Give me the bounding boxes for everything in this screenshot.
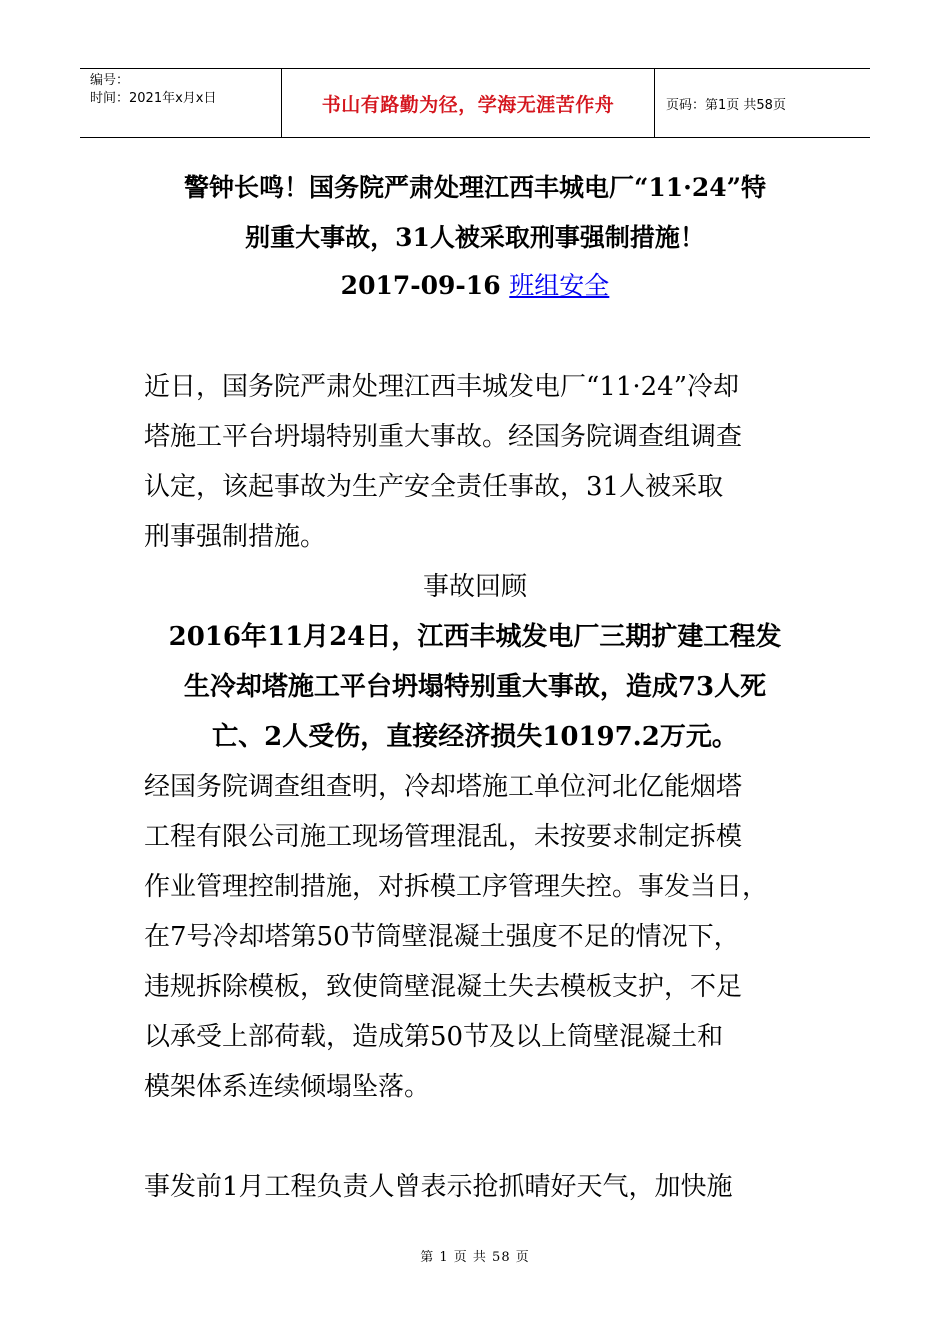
header-motto: 书山有路勤为径，学海无涯苦作舟	[282, 69, 655, 137]
paragraph-1-line: 近日，国务院严肃处理江西丰城发电厂“11·24”冷却	[144, 372, 740, 402]
header-page-info: 页码：第1页 共58页	[666, 97, 786, 113]
paragraph-1-line: 塔施工平台坍塌特别重大事故。经国务院调查组调查	[144, 422, 743, 452]
header-meta-cell	[80, 69, 282, 137]
paragraph-3-line: 工程有限公司施工现场管理混乱，未按要求制定拆模	[144, 822, 743, 852]
paragraph-3-line: 经国务院调查组查明，冷却塔施工单位河北亿能烟塔	[144, 772, 743, 802]
paragraph-1-line: 认定，该起事故为生产安全责任事故，31人被采取	[144, 472, 724, 502]
source-link[interactable]: 班组安全	[509, 271, 610, 300]
paragraph-2-line: 生冷却塔施工平台坍塌特别重大事故，造成73人死	[183, 672, 767, 702]
paragraph-3-line: 违规拆除模板，致使筒壁混凝土失去模板支护，不足	[144, 972, 743, 1002]
page-footer: 第 1 页 共 58 页	[420, 1250, 530, 1265]
paragraph-2-line: 亡、2人受伤，直接经济损失10197.2万元。	[212, 722, 738, 752]
document-number-label: 编号：	[90, 73, 130, 88]
paragraph-1-line: 刑事强制措施。	[144, 522, 327, 552]
document-time-label: 时间：2021年x月x日	[90, 91, 217, 106]
section-title: 事故回顾	[422, 572, 527, 602]
title-line-1: 警钟长鸣！国务院严肃处理江西丰城电厂“11·24”特	[183, 173, 767, 202]
paragraph-2-line: 2016年11月24日，江西丰城发电厂三期扩建工程发	[168, 622, 782, 652]
paragraph-4-line: 事发前1月工程负责人曾表示抢抓晴好天气，加快施	[144, 1172, 733, 1202]
title-date-line	[120, 266, 830, 302]
paragraph-3-line: 模架体系连续倾塌坠落。	[144, 1072, 431, 1102]
publish-date: 2017-09-16	[340, 271, 510, 300]
paragraph-3-line: 以承受上部荷载，造成第50节及以上筒壁混凝土和	[144, 1022, 724, 1052]
paragraph-3-line: 作业管理控制措施，对拆模工序管理失控。事发当日，	[144, 872, 769, 902]
paragraph-3-line: 在7号冷却塔第50节筒壁混凝土强度不足的情况下，	[144, 922, 740, 952]
document-header-table	[80, 68, 870, 138]
title-line-2: 别重大事故，31人被采取刑事强制措施！	[245, 223, 705, 252]
